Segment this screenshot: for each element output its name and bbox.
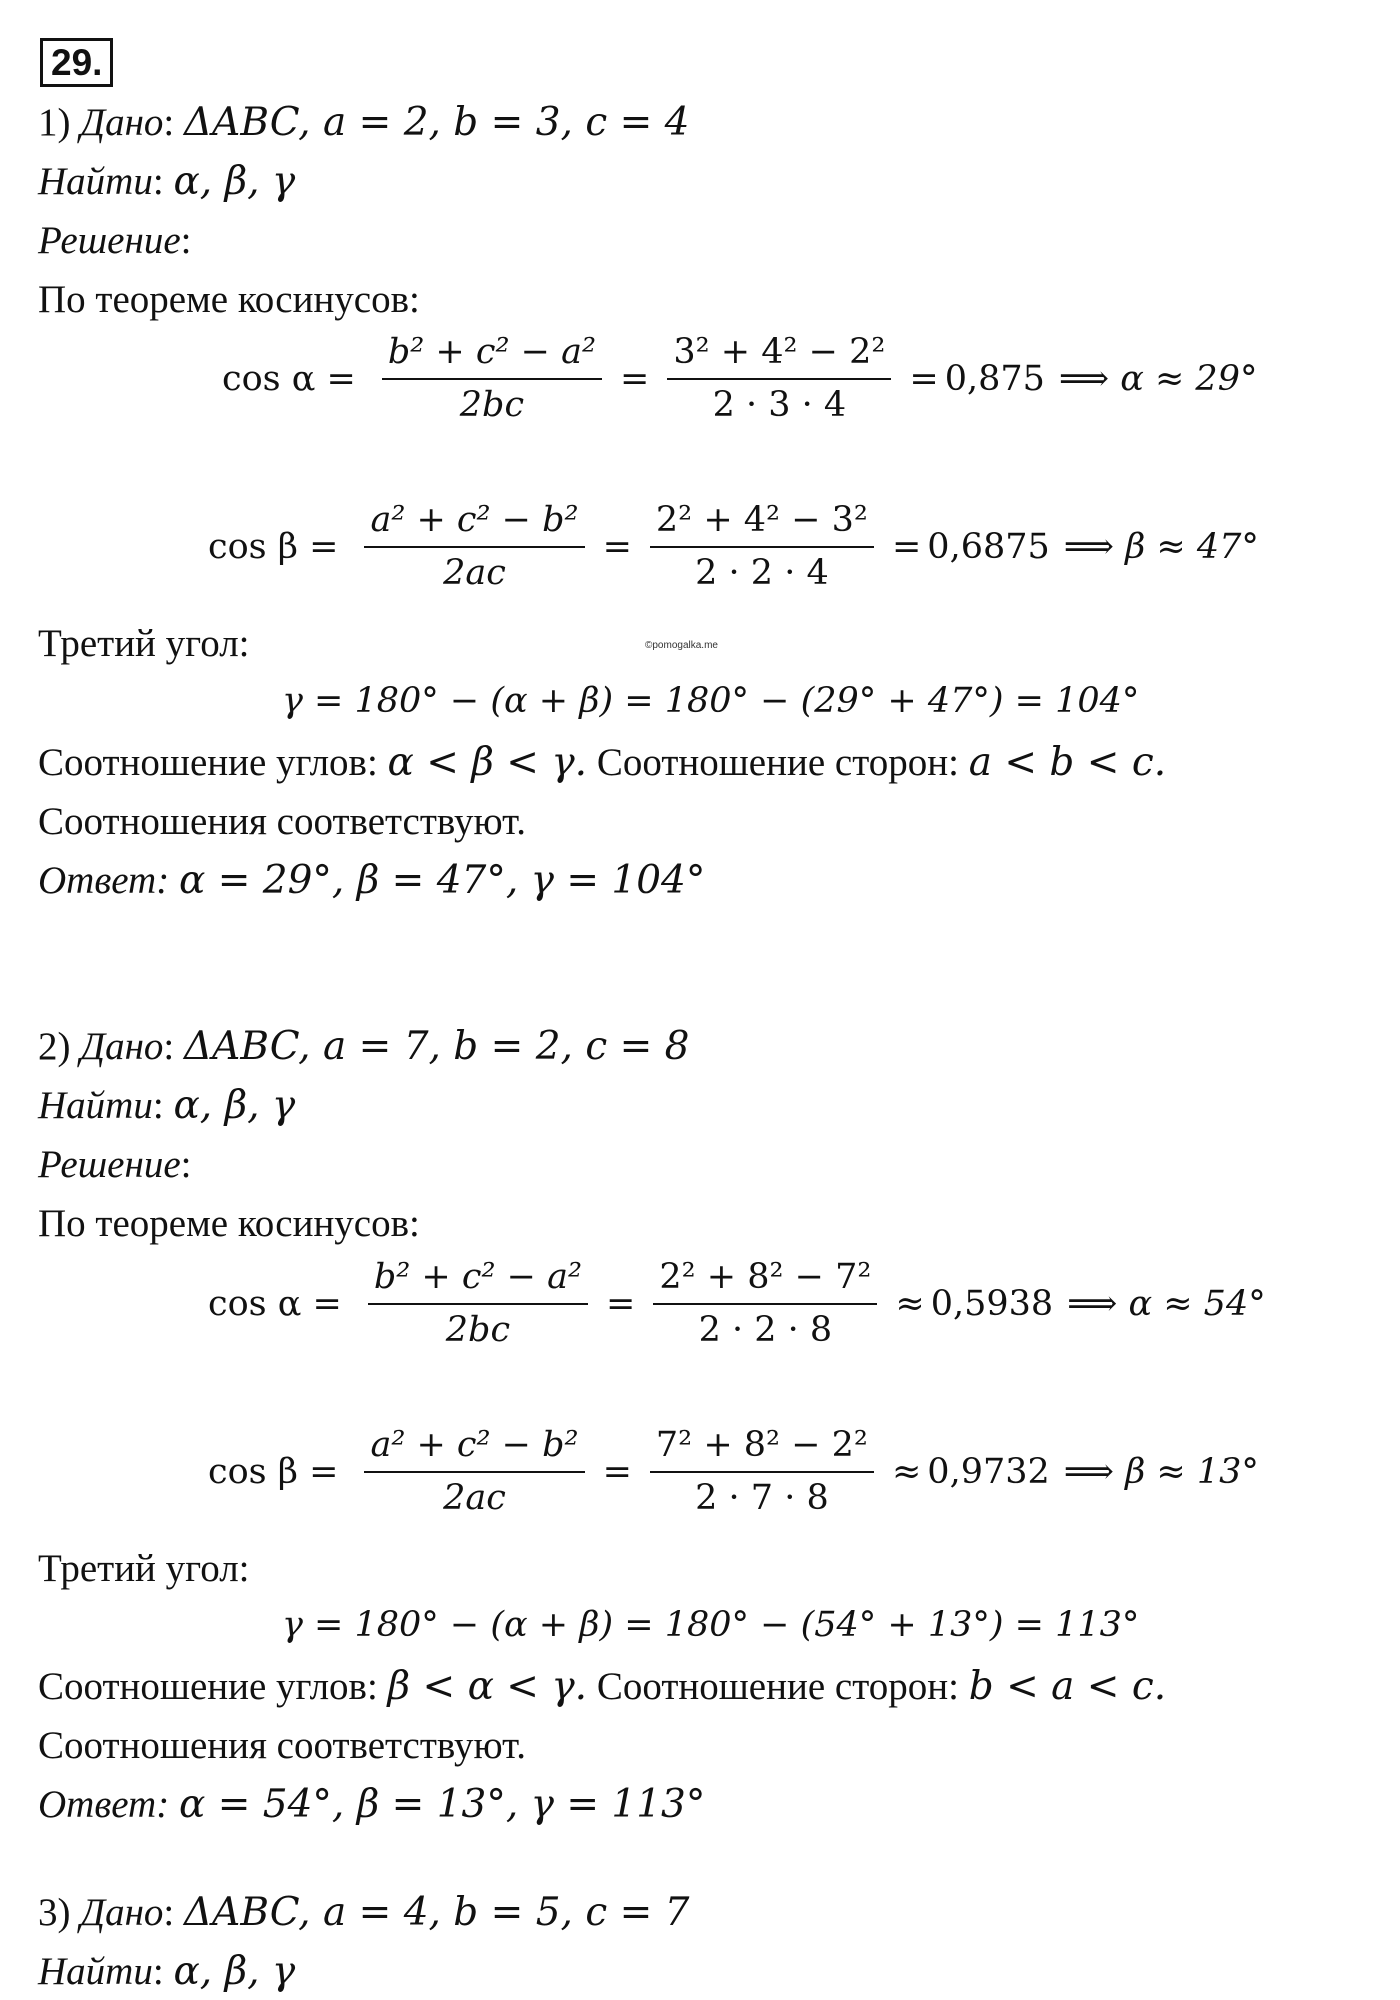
cos-beta-equation: cos β = $\frac{\text{a² + c² − b²}}{2ac}$ = $\frac{\text{2² + 4² − 3²}}{2 \cdot 2 \cdot 4}$ = 0,6875 ⟹ β ≈ 47°	[208, 500, 1259, 593]
fraction-numerator: 3² + 4² − 2²	[673, 332, 886, 372]
fraction-numerator: 2² + 4² − 3²	[655, 500, 868, 540]
angle-result: ⟹ β ≈ 13°	[1063, 1451, 1259, 1492]
find-label: Найти	[38, 160, 153, 203]
cos-value: 0,9732	[927, 1451, 1050, 1492]
fraction-numerator: a² + c² − b²	[370, 500, 579, 540]
fraction-denominator: 2 · 7 · 8	[650, 1471, 874, 1516]
equation-lhs: cos β =	[208, 1451, 339, 1492]
consistent-text: Соотношения соответствуют.	[38, 1724, 526, 1767]
answer-expression: α = 29°, β = 47°, γ = 104°	[178, 858, 706, 903]
given-label: Дано	[80, 101, 164, 144]
gamma-equation	[282, 1605, 1140, 1645]
general-fraction	[364, 1425, 584, 1518]
answer-label: Ответ:	[38, 1783, 170, 1826]
angles-order: β < α < γ.	[387, 1664, 588, 1709]
given-label: Дано	[80, 1025, 164, 1068]
fraction-denominator: 2 · 3 · 4	[667, 378, 891, 423]
third-angle-text: Третий угол:	[38, 1547, 250, 1590]
relation-sign: ≈	[895, 1283, 925, 1324]
part-1-given: 1) Дано: ΔABC, a = 2, b = 3, c = 4	[38, 100, 690, 145]
consistent-text: Соотношения соответствуют.	[38, 800, 526, 843]
given-expression: ΔABC, a = 7, b = 2, c = 8	[184, 1024, 690, 1069]
cos-value: 0,5938	[930, 1283, 1054, 1324]
gamma-expression: γ = 180° − (α + β) = 180° − (54° + 13°) = 113°	[282, 1605, 1140, 1645]
sides-ratio-label: Соотношение сторон:	[596, 741, 959, 784]
fraction-numerator: 7² + 8² − 2²	[655, 1425, 868, 1465]
sides-order: b < a < c.	[968, 1664, 1167, 1709]
part-2-given: 2) Дано: ΔABC, a = 7, b = 2, c = 8	[38, 1024, 690, 1069]
fraction-numerator: b² + c² − a²	[373, 1257, 582, 1297]
gamma-equation	[282, 681, 1140, 721]
fraction-denominator: 2bc	[368, 1303, 588, 1348]
fraction-denominator: 2 · 2 · 8	[653, 1303, 877, 1348]
find-expression: α, β, γ	[173, 1083, 296, 1128]
cos-beta-equation: cos β = $\frac{\text{a² + c² − b²}}{2ac}$ = $\frac{\text{7² + 8² − 2²}}{2 \cdot 7 \cdot 8}$ ≈ 0,9732 ⟹ β ≈ 13°	[208, 1425, 1259, 1518]
angles-order: α < β < γ.	[387, 740, 588, 785]
fraction-numerator: a² + c² − b²	[370, 1425, 579, 1465]
third-angle-text: Третий угол:	[38, 622, 250, 665]
part-3-find: Найти: α, β, γ	[38, 1949, 296, 1994]
part-index: 1)	[38, 101, 71, 144]
relation-sign: ≈	[891, 1451, 922, 1492]
part-3-given: 3) Дано: ΔABC, a = 4, b = 5, c = 7	[38, 1890, 690, 1935]
part-index: 2)	[38, 1025, 71, 1068]
fraction-denominator: 2ac	[364, 1471, 584, 1516]
cos-value: 0,6875	[927, 526, 1050, 567]
given-label: Дано	[80, 1891, 164, 1934]
cos-alpha-equation: cos α = $\frac{\text{b² + c² − a²}}{2bc}$ = $\frac{\text{3² + 4² − 2²}}{2 \cdot 3 \cdot 4}$ = 0,875 ⟹ α ≈ 29°	[222, 332, 1258, 425]
part-index: 3)	[38, 1891, 71, 1934]
gamma-expression: γ = 180° − (α + β) = 180° − (29° + 47°) = 104°	[282, 681, 1140, 721]
watermark: ©pomogalka.me	[645, 640, 718, 651]
ratio-line	[38, 1664, 1167, 1709]
angle-result: ⟹ β ≈ 47°	[1063, 526, 1259, 567]
relation-sign: =	[891, 526, 922, 567]
general-fraction	[368, 1257, 588, 1350]
fraction-denominator: 2 · 2 · 4	[650, 546, 874, 591]
given-expression: ΔABC, a = 4, b = 5, c = 7	[184, 1890, 690, 1935]
part-2-answer	[38, 1782, 706, 1827]
fraction-numerator: b² + c² − a²	[387, 332, 596, 372]
answer-label: Ответ:	[38, 859, 170, 902]
sides-ratio-label: Соотношение сторон:	[596, 1665, 959, 1708]
ratio-line	[38, 740, 1167, 785]
find-expression: α, β, γ	[173, 159, 296, 204]
equation-lhs: cos α =	[208, 1283, 342, 1324]
angles-ratio-label: Соотношение углов:	[38, 741, 378, 784]
angle-result: ⟹ α ≈ 29°	[1058, 358, 1258, 399]
sides-order: a < b < c.	[968, 740, 1167, 785]
angle-result: ⟹ α ≈ 54°	[1067, 1283, 1266, 1324]
cos-value: 0,875	[944, 358, 1045, 399]
cos-alpha-equation: cos α = $\frac{\text{b² + c² − a²}}{2bc}$ = $\frac{\text{2² + 8² − 7²}}{2 \cdot 2 \cdot 8}$ ≈ 0,5938 ⟹ α ≈ 54°	[208, 1257, 1266, 1350]
relation-sign: =	[909, 358, 939, 399]
problem-number: 29.	[40, 38, 113, 87]
solution-label: Решение	[38, 219, 181, 262]
fraction-denominator: 2bc	[382, 378, 602, 423]
part-2-find: Найти: α, β, γ	[38, 1083, 296, 1128]
find-label: Найти	[38, 1084, 153, 1127]
part-1-answer	[38, 858, 706, 903]
numeric-fraction	[650, 1425, 874, 1518]
numeric-fraction	[667, 332, 891, 425]
find-label: Найти	[38, 1950, 153, 1993]
part-2-solution-heading: Решение:	[38, 1143, 192, 1186]
numeric-fraction	[650, 500, 874, 593]
solution-label: Решение	[38, 1143, 181, 1186]
general-fraction	[364, 500, 584, 593]
equation-lhs: cos α =	[222, 358, 356, 399]
given-expression: ΔABC, a = 2, b = 3, c = 4	[184, 100, 690, 145]
find-expression: α, β, γ	[173, 1949, 296, 1994]
numeric-fraction	[653, 1257, 877, 1350]
cos-theorem-text: По теореме косинусов:	[38, 278, 420, 321]
part-1-solution-heading: Решение:	[38, 219, 192, 262]
cos-theorem-text: По теореме косинусов:	[38, 1202, 420, 1245]
fraction-denominator: 2ac	[364, 546, 584, 591]
equation-lhs: cos β =	[208, 526, 339, 567]
angles-ratio-label: Соотношение углов:	[38, 1665, 378, 1708]
general-fraction	[382, 332, 602, 425]
part-1-find: Найти: α, β, γ	[38, 159, 296, 204]
fraction-numerator: 2² + 8² − 7²	[659, 1257, 872, 1297]
answer-expression: α = 54°, β = 13°, γ = 113°	[178, 1782, 706, 1827]
